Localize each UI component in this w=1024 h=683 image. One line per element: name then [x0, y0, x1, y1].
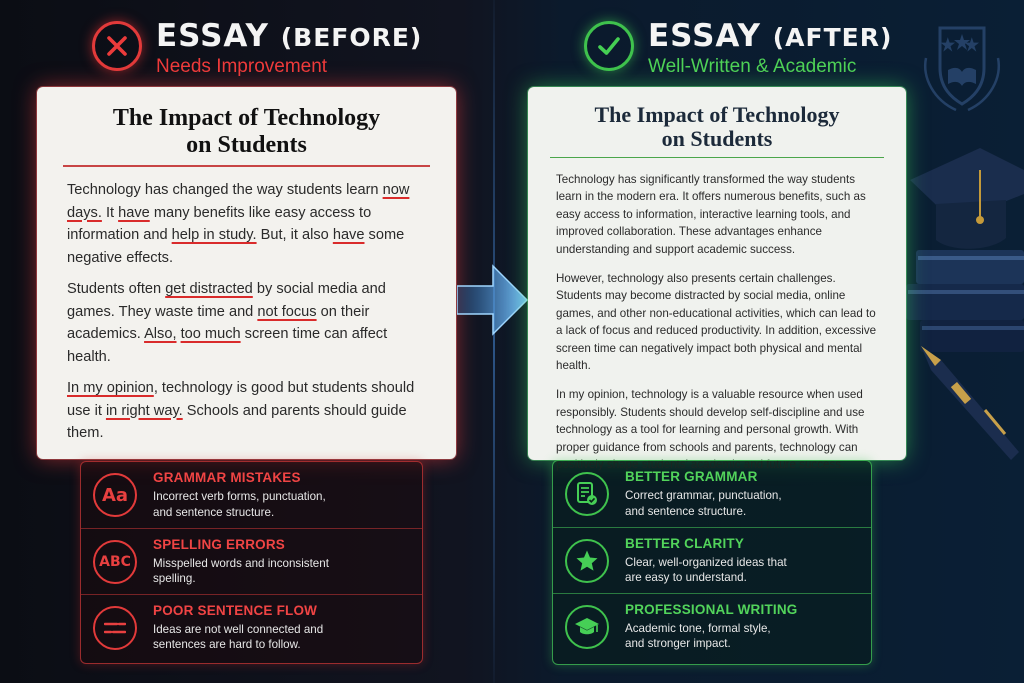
improvement-professional-writing [553, 593, 871, 659]
before-essay-title-line1: The Impact of Technology [112, 105, 381, 131]
improvement-description-line: Clear, well-organized ideas that [625, 555, 787, 569]
before-issues-list [80, 461, 423, 664]
error-highlight: now days. [67, 182, 410, 221]
improvement-description [625, 621, 798, 652]
issue-grammar-mistakes [81, 462, 422, 528]
error-highlight: have [118, 204, 150, 221]
error-highlight: not focus [257, 303, 317, 320]
issue-description-line: spelling. [153, 572, 196, 585]
error-highlight: have [332, 227, 365, 243]
paragraph-text: Schools and parents should guide them. [67, 402, 407, 441]
after-title-rule [550, 157, 884, 158]
issue-description-line: Misspelled words and inconsistent [153, 556, 329, 570]
error-highlight: too much [180, 326, 241, 342]
paragraph-text: But, it also [256, 227, 333, 243]
after-header-title [648, 18, 892, 56]
before-essay-title-line2: on Students [186, 132, 307, 158]
improvement-description [625, 555, 787, 586]
before-essay-title [67, 87, 426, 159]
academic-crest-icon [912, 18, 1012, 123]
improvement-better-clarity [553, 527, 871, 593]
error-highlight: help in study. [171, 227, 257, 243]
paragraph-text: screen time can affect health. [67, 326, 388, 365]
after-paragraph-1: Technology has significantly transformed the way students learn in the modern era. It offers numerous benefits, such as easy access to information, interactive learning tools, and improved collaboration. These advantages enhance understanding and support academic success. [556, 173, 866, 256]
x-mark-icon [92, 21, 142, 71]
after-header-subtitle: Well-Written & Academic [648, 56, 857, 77]
paragraph-text: Technology has changed the way students learn [67, 182, 383, 198]
spelling-icon-label: ABC [99, 553, 131, 570]
issue-description [153, 556, 329, 587]
text-case-icon-label: Aa [101, 484, 129, 506]
paragraph-text: some negative effects. [67, 227, 405, 266]
improvement-description [625, 488, 782, 519]
issue-poor-sentence-flow [81, 594, 422, 660]
improvement-title: BETTER CLARITY [625, 535, 745, 551]
paragraph-text: , technology is good but students should use it [67, 380, 415, 419]
paragraph-text: on their academics. [67, 303, 370, 342]
after-improvements-list [552, 460, 872, 665]
improvement-description-line: are easy to understand. [625, 571, 747, 584]
improvement-description-line: Correct grammar, punctuation, [625, 489, 782, 502]
error-highlight: get distracted [165, 281, 253, 297]
after-essay-card [528, 87, 906, 472]
improvement-title: BETTER GRAMMAR [625, 469, 758, 484]
issue-description-line: sentences are hard to follow. [153, 638, 301, 651]
after-paragraph-2: However, technology also presents certain challenges. Students may become distracted by social media, online games, and other non-educational activities, which can lead to a lack of focus and reduced productivity. In addition, excessive screen time can negatively impact both physical and mental health. [556, 272, 877, 373]
spelling-icon [93, 540, 137, 584]
issue-description-line: Incorrect verb forms, punctuation, [153, 490, 326, 503]
before-title-rule [63, 165, 430, 167]
improvement-description-line: and sentence structure. [625, 504, 747, 518]
checkmark-icon [584, 21, 634, 71]
error-highlight: Also, [144, 326, 177, 342]
after-paragraph-3: In my opinion, technology is a valuable resource when used responsibly. Students should develop self-discipline and use technology as a tool for learning and personal growth. With proper guidance from schools and parents, technology can positively shape students’ academic and future success. [556, 388, 865, 472]
paragraph-text: many benefits like easy access to information and [67, 204, 372, 243]
issue-description [153, 489, 326, 520]
before-header [92, 18, 422, 78]
after-essay-title-line1: The Impact of Technology [594, 102, 840, 127]
issue-title: GRAMMAR MISTAKES [153, 470, 301, 485]
error-highlight: In my opinion [67, 380, 154, 396]
issue-description-line: and sentence structure. [153, 505, 275, 519]
document-check-icon [565, 472, 609, 516]
before-header-subtitle: Needs Improvement [156, 56, 328, 77]
graduation-cap-icon [565, 605, 609, 649]
fountain-pen-illustration [915, 340, 1024, 475]
paragraph-text: It [101, 204, 119, 221]
issue-spelling-errors [81, 528, 422, 594]
after-header [584, 18, 892, 78]
paragraph-text: Students often [67, 281, 166, 297]
text-case-icon [93, 473, 137, 517]
before-header-word: ESSAY [156, 18, 269, 54]
issue-title: SPELLING ERRORS [153, 536, 286, 552]
before-essay-card [37, 87, 456, 459]
before-essay-body [67, 179, 426, 445]
after-essay-title-line2: on Students [661, 126, 773, 151]
improvement-title: PROFESSIONAL WRITING [625, 601, 798, 617]
issue-description-line: Ideas are not well connected and [153, 622, 324, 636]
issue-title: POOR SENTENCE FLOW [153, 602, 318, 618]
star-icon [565, 539, 609, 583]
before-paragraph-1 [67, 179, 426, 269]
arrow-right-icon [457, 262, 529, 343]
before-header-tag: (BEFORE) [280, 23, 423, 52]
before-header-title [156, 18, 422, 56]
books-graduation-cap-illustration [906, 140, 1024, 365]
after-essay-title [556, 87, 878, 151]
error-highlight: in right way. [105, 402, 183, 419]
improvement-better-grammar [553, 461, 871, 527]
before-paragraph-2 [67, 278, 426, 368]
issue-description [153, 622, 323, 653]
after-header-word: ESSAY [648, 18, 761, 54]
broken-lines-icon [93, 606, 137, 650]
paragraph-text: by social media and games. They waste time and [67, 281, 386, 320]
before-paragraph-3 [67, 377, 426, 445]
after-header-tag: (AFTER) [772, 23, 893, 52]
improvement-description-line: Academic tone, formal style, [625, 621, 771, 635]
improvement-description-line: and stronger impact. [625, 637, 731, 650]
